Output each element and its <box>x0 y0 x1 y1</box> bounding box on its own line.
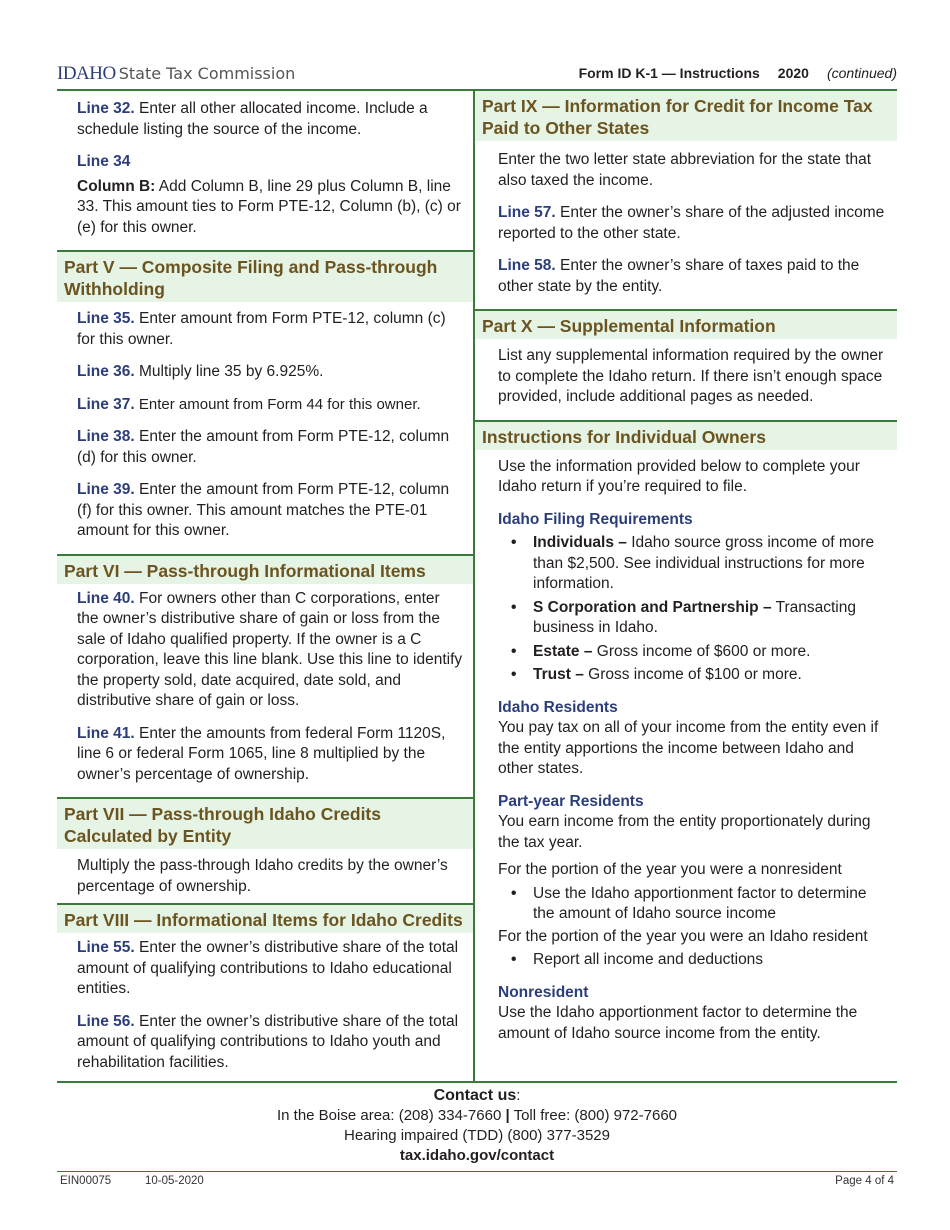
part-10-heading: Part X — Supplemental Information <box>475 309 897 339</box>
continued-label: (continued) <box>826 65 897 81</box>
left-column <box>57 91 473 1073</box>
page-header <box>57 62 897 88</box>
filing-requirements-heading: Idaho Filing Requirements <box>498 510 693 528</box>
part-5-heading: Part V — Composite Filing and Pass-through Withholding <box>57 250 473 302</box>
nonresident-heading: Nonresident <box>498 983 589 1001</box>
line-57: Line 57. Enter the owner’s share of the adjusted income reported to the other state. <box>498 204 885 242</box>
bullet-estate: • Estate – Gross income of $600 or more. <box>475 642 897 663</box>
part-year-nonresident: For the portion of the year you were a nonresident <box>498 861 842 878</box>
part-9-heading: Part IX — Information for Credit for Income Tax Paid to Other States <box>475 91 897 141</box>
line-37: Line 37. Enter amount from Form 44 for this owner. <box>77 395 421 413</box>
line-55: Line 55. Enter the owner’s distributive share of the total amount of qualifying contributions to Idaho educational entities. <box>77 939 459 997</box>
individual-owners-heading: Instructions for Individual Owners <box>475 420 897 450</box>
line-32: Line 32. Enter all other allocated income. Include a schedule listing the source of the income. <box>77 100 428 138</box>
part-8-heading: Part VIII — Informational Items for Idaho Credits <box>57 903 473 933</box>
part-9-text: Enter the two letter state abbreviation for the state that also taxed the income. <box>498 151 872 189</box>
form-year: 2020 <box>777 65 809 81</box>
line-58: Line 58. Enter the owner’s share of taxes paid to the other state by the entity. <box>498 257 860 295</box>
logo-mark: IDAHO <box>57 63 116 84</box>
part-year-text: You earn income from the entity proportionately during the tax year. <box>498 813 871 851</box>
line-36: Line 36. Multiply line 35 by 6.925%. <box>77 363 324 380</box>
nonresident-text: Use the Idaho apportionment factor to determine the amount of Idaho source income from the entity. <box>498 1004 858 1042</box>
idaho-residents-text: You pay tax on all of your income from the entity even if the entity apportions the income between Idaho and other states. <box>498 719 879 777</box>
page-number: Page 4 of 4 <box>835 1175 894 1187</box>
line-35: Line 35. Enter amount from Form PTE-12, column (c) for this owner. <box>77 310 446 348</box>
part-7-heading: Part VII — Pass-through Idaho Credits Calculated by Entity <box>57 797 473 849</box>
line-39: Line 39. Enter the amount from Form PTE-12, column (f) for this owner. This amount matches the PTE-01 amount for this owner. <box>77 481 450 539</box>
bullet-trust: • Trust – Gross income of $100 or more. <box>475 665 897 686</box>
part-7-text: Multiply the pass-through Idaho credits by the owner’s percentage of ownership. <box>77 857 448 895</box>
idaho-logo <box>57 63 295 85</box>
footer-rule <box>57 1171 897 1172</box>
form-title <box>579 65 897 81</box>
logo-text: State Tax Commission <box>118 64 296 83</box>
part-year-heading: Part-year Residents <box>498 792 644 810</box>
contact-tdd: Hearing impaired (TDD) (800) 377-3529 <box>344 1127 610 1144</box>
bullet-resident-portion: • Report all income and deductions <box>475 950 897 971</box>
bullet-s-corporation: • S Corporation and Partnership – Transacting business in Idaho. <box>475 598 897 639</box>
part-6-heading: Part VI — Pass-through Informational Items <box>57 554 473 584</box>
form-code: EIN00075 <box>60 1175 112 1187</box>
form-name: Form ID K-1 — Instructions <box>578 65 760 81</box>
line-56: Line 56. Enter the owner’s distributive share of the total amount of qualifying contributions to Idaho youth and rehabilitation facilities. <box>77 1012 459 1071</box>
line-40: Line 40. For owners other than C corporations, enter the owner’s distributive share of gain or loss from the sale of Idaho qualified property. If the owner is a C corporation, leave this line blank. Use this line to identify the property sold, date acquired, date sold, and distributive share of gain or loss. <box>77 589 463 709</box>
line-41: Line 41. Enter the amounts from federal Form 1120S, line 6 or federal Form 1065, line 8 multiplied by the owner’s percentage of ownership. <box>77 724 446 783</box>
line-34-label: Line 34 <box>77 153 131 170</box>
right-column <box>475 91 897 1044</box>
contact-title: Contact us <box>433 1087 517 1104</box>
bullet-nonresident-portion: • Use the Idaho apportionment factor to determine the amount of Idaho source income <box>475 884 897 925</box>
line-34-column-b: Column B: Add Column B, line 29 plus Column B, line 33. This amount ties to Form PTE-12, Column (b), (c) or (e) for this owner. <box>77 177 461 236</box>
part-10-text: List any supplemental information required by the owner to complete the Idaho return. If there isn’t enough space provided, include additional pages as needed. <box>498 347 884 405</box>
contact-url[interactable]: tax.idaho.gov/contact <box>399 1147 555 1164</box>
idaho-residents-heading: Idaho Residents <box>498 698 618 716</box>
line-38: Line 38. Enter the amount from Form PTE-12, column (d) for this owner. <box>77 428 450 466</box>
individual-owners-text: Use the information provided below to complete your Idaho return if you’re required to file. <box>498 457 860 495</box>
revision-date: 10-05-2020 <box>145 1175 204 1187</box>
contact-rule <box>57 1081 897 1083</box>
contact-block: Contact us: In the Boise area: (208) 334-7660 | Toll free: (800) 972-7660 Hearing impaired (TDD) (800) 377-3529 tax.idaho.gov/contact <box>57 1086 897 1166</box>
contact-phones: In the Boise area: (208) 334-7660 | Toll free: (800) 972-7660 <box>276 1107 678 1124</box>
bullet-individuals: • Individuals – Idaho source gross income of more than $2,500. See individual instructions for more information. <box>475 533 897 595</box>
part-year-resident: For the portion of the year you were an Idaho resident <box>498 927 868 945</box>
